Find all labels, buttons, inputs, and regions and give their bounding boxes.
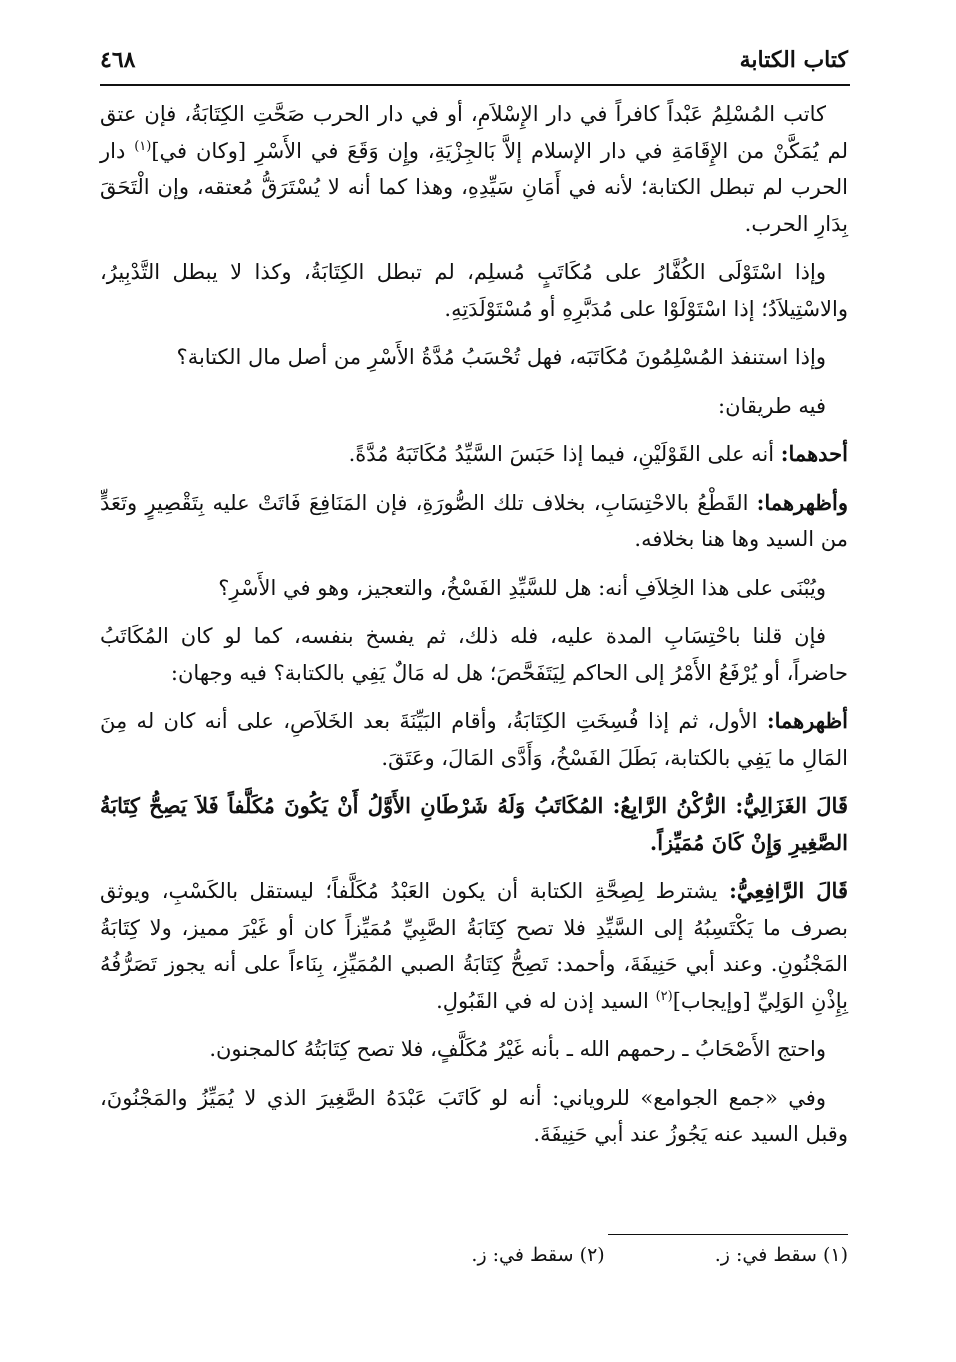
paragraph: ويُبْنَى على هذا الخِلاَفِ أنه: هل للسَّيِّدِ الفَسْخُ، والتعجيز، وهو في الأَسْرِ؟ xyxy=(218,575,826,600)
paragraph: فيه طريقان: xyxy=(718,393,826,418)
lead-term: أحدهما: xyxy=(780,441,848,466)
paragraph: فإن قلنا باحْتِسَابِ المدة عليه، فله ذلك، ثم يفسخ بنفسه، كما لو كان المُكَاتَبُ حاضراً، أو يُرْفَعُ الأَمْرُ إلى الحاكم لِيَتَفَحَّصَ؛ هل له مَالٌ يَفِي بالكتابة؟ فيه وجهان: xyxy=(100,624,848,685)
body-text xyxy=(100,96,848,1165)
footnote-rule xyxy=(608,1234,848,1235)
lead-term: قَالَ الرَّافِعِيُّ: xyxy=(729,878,848,903)
paragraph: أظهرهما: الأول، ثم إذا فُسِخَتِ الكِتَابَةُ، وأقام البَيِّنَةَ بعد الخَلاَصِ، على أنه كان له مِنَ المَالِ ما يَفِي بالكتابة، بَطَلَ الفَسْخُ، وَأَدَّى المَالَ، وعَتَقَ. xyxy=(100,708,848,770)
ghazali-quote: قَالَ الغَزَالِيُّ: الرُّكْنُ الرَّابِعُ: المُكَاتَبُ وَلَهُ شَرْطَانِ الأَوَّلُ أَنْ يَكُونَ مُكَلَّفاً فَلاَ يَصِحُّ كِتَابَةُ الصَّغِيرِ وَإِنْ كَانَ مُمَيِّزاً. xyxy=(100,793,848,855)
paragraph: واحتج الأَصْحَابُ ـ رحمهم الله ـ بأنه غَيْرُ مُكَلَّفٍ، فلا تصح كِتَابَتُهُ كالمجنون. xyxy=(209,1037,826,1061)
footnote-2: (٢) سقط في: ز. xyxy=(471,1244,605,1266)
footnotes xyxy=(100,1244,848,1284)
page-number: ٤٦٨ xyxy=(100,47,136,73)
paragraph: وفي «جمع الجوامع» للروياني: أنه لو كَاتَبَ عَبْدَهُ الصَّغِيرَ الذي لا يُمَيِّزُ والمَجْنُونَ، وقبل السيد عنه يَجُوزُ عند أبي حَنِيفَةَ. xyxy=(100,1085,848,1146)
lead-term: أظهرهما: xyxy=(766,708,848,733)
paragraph: وأظهرهما: القَطْعُ بالاحْتِسَابِ، بخلاف تلك الصُّورَةِ، فإن المَنَافِعَ فَاتَتْ عليه بِتَقْصِيرٍ وتَعَدٍّ من السيد وها هنا بخلافه. xyxy=(100,489,848,551)
paragraph: كاتب المُسْلِمُ عَبْداً كافراً في دار الإِسْلاَمِ، أو في دار الحرب صَحَّتِ الكِتَابَةُ، فإن عتق لم يُمَكَّنْ من الإِقَامَةِ في دار الإسلام إلاَّ بَالجِزْيَةِ، وإِن وَقَعَ في الأَسْرِ [وكان في]$^{(١)}$ دار الحرب لم تبطل الكتابة؛ لأنه في أَمَانِ سَيِّدِهِ، وهذا كما أنه لا يُسْتَرَقُّ مُعتقه، وإن الْتَحَقَ بِدَارِ الحرب. xyxy=(100,102,848,236)
paragraph: أحدهما: أنه على القَوْلَيْنِ، فيما إذا حَبَسَ السَّيِّدُ مُكَاتَبَهُ مُدَّةً. xyxy=(348,441,848,466)
paragraph: وإذا اسْتَوْلَى الكُفَّارُ على مُكَاتَبٍ مُسلِم، لم تبطل الكِتَابَةُ، وكذا لا يبطل التَّدْبِيرُ، والاسْتِيلاَدُ؛ إذا اسْتَوْلَوْا على مُدَبَّرِهِ أو مُسْتَوْلَدَتِهِ. xyxy=(100,260,848,321)
header-rule xyxy=(100,84,850,86)
running-title: كتاب الكتابة xyxy=(739,47,848,73)
paragraph: وإذا استنفذ المُسْلِمُونَ مُكَاتَبَه، فهل تُحْسَبُ مُدَّةُ الأَسْرِ من أصل مال الكتابة؟ xyxy=(176,345,826,369)
rafii-commentary: قَالَ الرَّافِعِيُّ: يشترط لِصِحَّةِ الكتابة أن يكون العَبْدُ مُكَلَّفاً؛ ليستقل بالكَسْبِ، ويوثق بصرف ما يَكْتَسِبُهُ إلى السَّيِّدِ فلا تصح كِتَابَةُ الصَّبِيِّ مُمَيِّزاً كان أو غَيْرَ مميز، ولا كِتَابَةُ المَجْنُونِ. وعند أبي حَنِيفَةَ، وأحمد: تَصِحُّ كِتَابَةُ الصبي المُمَيِّزِ، بِنَاءاً على أنه يجوز تَصَرُّفُهُ بِإِذْنِ الوَلِيِّ [وإيجاب]$^{(٢)}$ السيد إذن له في القَبُولِ. xyxy=(100,878,848,1013)
page-header xyxy=(100,40,848,80)
footnote-ref: (١) xyxy=(134,138,152,154)
footnote-1: (١) سقط في: ز. xyxy=(714,1244,848,1266)
footnote-ref: (٢) xyxy=(655,988,673,1004)
lead-term: وأظهرهما: xyxy=(756,489,848,515)
